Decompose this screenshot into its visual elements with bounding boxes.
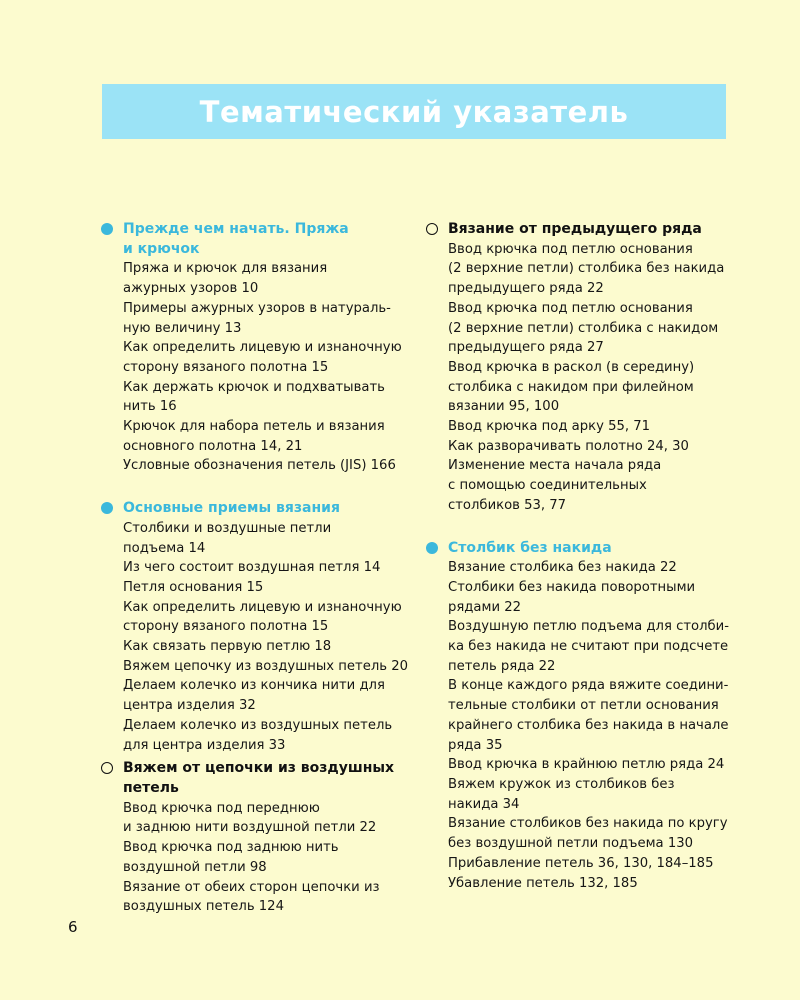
- index-entry: [425, 578, 735, 617]
- index-entry: [100, 676, 410, 715]
- index-entry-line: предыдущего ряда 27: [448, 340, 604, 356]
- index-entry: [425, 358, 735, 417]
- index-entry-line: Ввод крючка под петлю основания: [448, 241, 693, 257]
- index-column-right: [425, 216, 735, 893]
- index-column-left: [100, 216, 410, 917]
- index-entry-line: Из чего состоит воздушная петля 14: [123, 560, 381, 576]
- index-entry: [425, 854, 735, 874]
- index-entry-line: Как связать первую петлю 18: [123, 639, 332, 655]
- index-entry: [425, 456, 735, 515]
- index-entry-line: без воздушной петли подъема 130: [448, 836, 693, 852]
- index-entry: [100, 338, 410, 377]
- index-entry-line: Ввод крючка под петлю основания: [448, 300, 693, 316]
- index-section: [100, 499, 410, 755]
- index-entry-line: Изменение места начала ряда: [448, 458, 662, 474]
- index-entry: [100, 578, 410, 598]
- outline-circle-bullet-icon: [426, 223, 438, 235]
- index-entry: [425, 437, 735, 457]
- index-entry: [425, 755, 735, 775]
- index-entry: [425, 558, 735, 578]
- index-entry: [425, 617, 735, 676]
- section-heading-line: Вязание от предыдущего ряда: [448, 221, 702, 237]
- title-banner: [102, 84, 726, 139]
- index-entry-line: Прибавление петель 36, 130, 184–185: [448, 855, 714, 871]
- index-entry-line: тельные столбики от петли основания: [448, 698, 719, 714]
- section-heading: [100, 499, 410, 519]
- index-entry-line: Ввод крючка в крайнюю петлю ряда 24: [448, 757, 725, 773]
- index-entry-line: Крючок для набора петель и вязания: [123, 419, 385, 435]
- section-heading: [100, 759, 410, 798]
- index-entry-line: подъема 14: [123, 540, 206, 556]
- section-heading: [425, 220, 735, 240]
- index-entry: [425, 775, 735, 814]
- index-entry-line: Столбики без накида поворотными: [448, 579, 696, 595]
- filled-circle-bullet-icon: [101, 502, 113, 514]
- index-entry: [100, 378, 410, 417]
- section-heading-line: Основные приемы вязания: [123, 500, 340, 517]
- index-entry-line: ряда 35: [448, 737, 503, 753]
- index-entry-line: Примеры ажурных узоров в натураль-: [123, 300, 391, 316]
- index-section: [425, 220, 735, 516]
- index-entry-line: Как определить лицевую и изнаночную: [123, 340, 402, 356]
- index-entry: [425, 874, 735, 894]
- index-entry: [425, 299, 735, 358]
- section-heading-line: Прежде чем начать. Пряжа: [123, 221, 349, 237]
- index-entry-line: Делаем колечко из кончика нити для: [123, 678, 385, 694]
- index-entry: [100, 259, 410, 298]
- index-entry-line: накида 34: [448, 796, 520, 812]
- index-entry-line: основного полотна 14, 21: [123, 438, 303, 454]
- index-entry: [425, 814, 735, 853]
- index-entry-line: (2 верхние петли) столбика с накидом: [448, 320, 719, 336]
- section-heading: [425, 539, 735, 559]
- index-entry-line: Как разворачивать полотно 24, 30: [448, 438, 689, 454]
- index-entry-line: ную величину 13: [123, 320, 242, 336]
- index-entry-line: Убавление петель 132, 185: [448, 875, 638, 891]
- index-entry-line: Пряжа и крючок для вязания: [123, 261, 328, 277]
- index-entry-line: Вязание от обеих сторон цепочки из: [123, 879, 380, 895]
- index-entry-line: столбика с накидом при филейном: [448, 379, 694, 395]
- index-entry: [100, 878, 410, 917]
- index-entry-line: петель ряда 22: [448, 658, 556, 674]
- filled-circle-bullet-icon: [101, 223, 113, 235]
- index-entry-line: Столбики и воздушные петли: [123, 520, 332, 536]
- index-entry-line: Как определить лицевую и изнаночную: [123, 599, 402, 615]
- section-heading: [100, 220, 410, 259]
- index-entry: [100, 299, 410, 338]
- index-entry: [100, 799, 410, 838]
- index-entry-line: предыдущего ряда 22: [448, 281, 604, 297]
- index-entry-line: с помощью соединительных: [448, 478, 647, 494]
- index-entry: [100, 716, 410, 755]
- index-entry-line: Петля основания 15: [123, 579, 264, 595]
- index-entry-line: центра изделия 32: [123, 698, 256, 714]
- index-section: [100, 759, 410, 917]
- index-entry-line: Делаем колечко из воздушных петель: [123, 717, 393, 733]
- filled-circle-bullet-icon: [426, 542, 438, 554]
- section-heading-line: и крючок: [123, 240, 200, 257]
- index-entry-line: Ввод крючка под арку 55, 71: [448, 419, 651, 435]
- index-entry: [100, 417, 410, 456]
- index-entry-line: Воздушную петлю подъема для столби-: [448, 619, 730, 635]
- index-entry-line: Вязание столбиков без накида по кругу: [448, 816, 728, 832]
- index-entry: [425, 676, 735, 755]
- index-entry-line: (2 верхние петли) столбика без накида: [448, 261, 725, 277]
- index-entry-line: Вязание столбика без накида 22: [448, 560, 677, 576]
- outline-circle-bullet-icon: [101, 762, 113, 774]
- index-entry-line: сторону вязаного полотна 15: [123, 619, 329, 635]
- index-entry-line: рядами 22: [448, 599, 521, 615]
- page-number: 6: [68, 918, 78, 936]
- index-entry-line: В конце каждого ряда вяжите соедини-: [448, 678, 729, 694]
- index-entry: [100, 456, 410, 476]
- index-entry-line: Ввод крючка под переднюю: [123, 800, 320, 816]
- page-title: Тематический указатель: [199, 94, 629, 129]
- index-entry-line: вязании 95, 100: [448, 399, 560, 415]
- index-entry-line: Ввод крючка под заднюю нить: [123, 840, 339, 856]
- index-entry-line: воздушной петли 98: [123, 859, 267, 875]
- index-entry-line: Как держать крючок и подхватывать: [123, 379, 385, 395]
- index-entry-line: нить 16: [123, 399, 177, 415]
- index-entry-line: ажурных узоров 10: [123, 281, 259, 297]
- section-heading-line: петель: [123, 779, 179, 796]
- index-section: [100, 220, 410, 476]
- index-entry: [100, 637, 410, 657]
- section-heading-line: Вяжем от цепочки из воздушных: [123, 760, 395, 777]
- index-entry-line: воздушных петель 124: [123, 899, 284, 915]
- index-entry-line: ка без накида не считают при подсчете: [448, 639, 729, 655]
- index-entry-line: крайнего столбика без накида в начале: [448, 717, 729, 733]
- index-entry: [100, 657, 410, 677]
- index-entry: [100, 558, 410, 578]
- index-entry: [425, 240, 735, 299]
- section-heading-line: Столбик без накида: [448, 539, 612, 556]
- index-entry: [100, 838, 410, 877]
- index-entry-line: для центра изделия 33: [123, 737, 286, 753]
- index-section: [425, 539, 735, 894]
- index-entry-line: сторону вязаного полотна 15: [123, 359, 329, 375]
- index-entry: [425, 417, 735, 437]
- index-entry-line: Вяжем цепочку из воздушных петель 20: [123, 658, 408, 674]
- index-entry-line: Вяжем кружок из столбиков без: [448, 776, 675, 792]
- index-entry: [100, 519, 410, 558]
- index-entry-line: и заднюю нити воздушной петли 22: [123, 820, 377, 836]
- index-entry-line: Ввод крючка в раскол (в середину): [448, 359, 695, 375]
- index-entry: [100, 598, 410, 637]
- index-entry-line: столбиков 53, 77: [448, 497, 567, 513]
- index-entry-line: Условные обозначения петель (JIS) 166: [123, 458, 396, 474]
